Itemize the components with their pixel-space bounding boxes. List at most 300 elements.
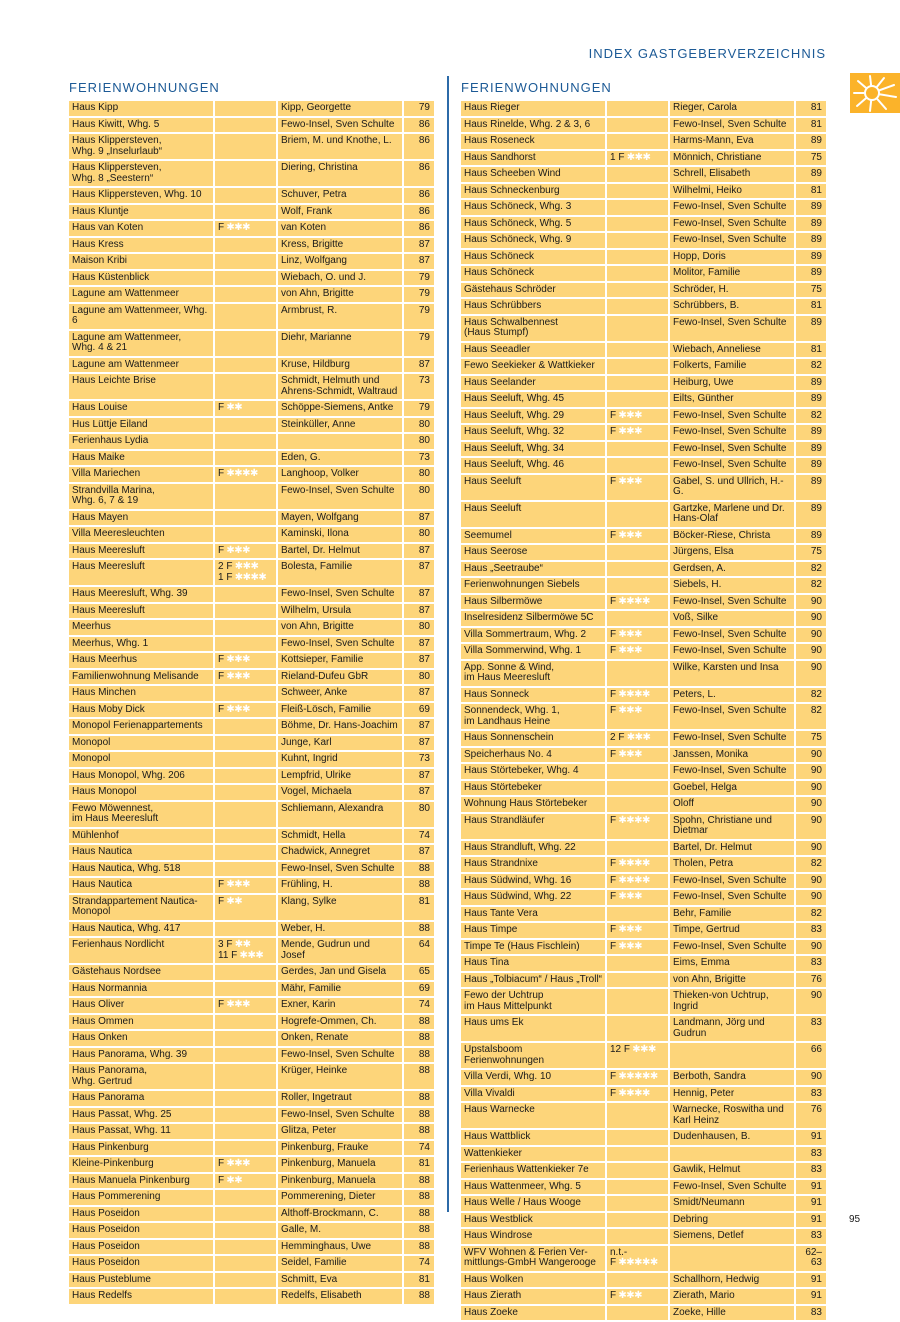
classification-cell (607, 797, 668, 812)
table-row (461, 283, 826, 298)
classification-cell (215, 1091, 276, 1106)
classification-cell (607, 1163, 668, 1178)
listing-table (461, 101, 826, 1322)
page-ref: 83 (796, 1229, 826, 1244)
owner-name: Gerdsen, A. (670, 562, 794, 577)
page-ref: 82 (796, 562, 826, 577)
classification-cell (607, 502, 668, 527)
page-ref: 76 (796, 1103, 826, 1128)
page-ref: 91 (796, 1130, 826, 1145)
page-ref: 87 (404, 254, 434, 269)
property-name: Haus Roseneck (461, 134, 605, 149)
table-row (69, 358, 434, 373)
owner-name: Fewo-Insel, Sven Schulte (278, 1048, 402, 1063)
table-row (69, 785, 434, 800)
classification-cell (607, 1213, 668, 1228)
star-rating-icon: ✱✱✱ (224, 1158, 251, 1169)
rating-line (218, 896, 242, 907)
rating-text: F (218, 1174, 225, 1186)
property-name: Villa Sommertraum, Whg. 2 (461, 628, 605, 643)
classification-cell (215, 1190, 276, 1205)
table-row (461, 578, 826, 593)
table-row (461, 167, 826, 182)
rating-text: F (610, 814, 617, 826)
table-row (461, 1070, 826, 1085)
classification-cell (607, 1180, 668, 1195)
classification-cell (607, 661, 668, 686)
owner-name: Landmann, Jörg und Gudrun (670, 1016, 794, 1041)
property-name: Haus Schöneck, Whg. 9 (461, 233, 605, 248)
page-ref: 87 (404, 785, 434, 800)
property-name: Haus Windrose (461, 1229, 605, 1244)
page-ref: 75 (796, 545, 826, 560)
classification-cell (607, 1087, 668, 1102)
property-name: Seemumel (461, 529, 605, 544)
page-ref: 83 (796, 1147, 826, 1162)
table-row (69, 686, 434, 701)
property-name: Haus „Tolbiacum“ / Haus „Troll“ (461, 973, 605, 988)
table-row (461, 989, 826, 1014)
property-name: Haus Moby Dick (69, 703, 213, 718)
property-name: Haus Meeresluft, Whg. 39 (69, 587, 213, 602)
table-row (69, 484, 434, 509)
star-rating-icon: ✱✱ (224, 402, 243, 413)
property-name: Haus Maike (69, 451, 213, 466)
owner-name: Thieken-von Uchtrup, Ingrid (670, 989, 794, 1014)
property-name: Haus Kluntje (69, 205, 213, 220)
classification-cell (215, 401, 276, 416)
star-rating-icon: ✱✱✱✱ (224, 468, 258, 479)
owner-name: Harms-Mann, Eva (670, 134, 794, 149)
table-row (69, 1273, 434, 1288)
page-ref: 75 (796, 283, 826, 298)
property-name: Haus Wattenmeer, Whg. 5 (461, 1180, 605, 1195)
owner-name: Lempfrid, Ulrike (278, 769, 402, 784)
owner-name: Dudenhausen, B. (670, 1130, 794, 1145)
classification-cell (607, 1070, 668, 1085)
page-ref: 90 (796, 644, 826, 659)
property-name: Haus Westblick (461, 1213, 605, 1228)
table-row (69, 1108, 434, 1123)
table-row (69, 895, 434, 920)
owner-name: Fewo-Insel, Sven Schulte (670, 118, 794, 133)
page-ref: 80 (404, 802, 434, 827)
classification-cell (215, 1031, 276, 1046)
star-rating-icon: ✱✱✱ (616, 1290, 643, 1301)
classification-cell (215, 254, 276, 269)
star-rating-icon: ✱✱✱ (616, 409, 643, 421)
classification-cell (215, 271, 276, 286)
page-ref: 66 (796, 1043, 826, 1068)
table-row (461, 874, 826, 889)
classification-cell (215, 1124, 276, 1139)
rating-text: F (610, 628, 617, 640)
classification-cell (607, 973, 668, 988)
classification-cell (215, 829, 276, 844)
page-ref: 90 (796, 814, 826, 839)
rating-line (610, 1290, 642, 1301)
table-row (69, 845, 434, 860)
owner-name: Mayen, Wolfgang (278, 511, 402, 526)
page-ref: 88 (404, 1048, 434, 1063)
classification-cell (215, 938, 276, 963)
table-row (461, 562, 826, 577)
star-rating-icon: ✱✱✱✱ (616, 874, 650, 886)
classification-cell (607, 841, 668, 856)
rating-text: F (610, 475, 617, 487)
page-ref: 80 (404, 670, 434, 685)
table-row (69, 1223, 434, 1238)
star-rating-icon: ✱✱✱ (232, 561, 259, 572)
classification-cell (215, 1157, 276, 1172)
owner-name: Fewo-Insel, Sven Schulte (278, 1108, 402, 1123)
classification-cell (215, 1048, 276, 1063)
rating-line (218, 704, 250, 715)
owner-name: Zoeke, Hille (670, 1306, 794, 1321)
classification-cell (607, 562, 668, 577)
owner-name: Krüger, Heinke (278, 1064, 402, 1089)
rating-line (610, 1088, 650, 1099)
property-name: Haus Poseidon (69, 1207, 213, 1222)
property-name: Lagune am Wattenmeer, Whg. 6 (69, 304, 213, 329)
owner-name: Hopp, Doris (670, 250, 794, 265)
classification-cell (607, 1273, 668, 1288)
owner-name: Wilhelmi, Heiko (670, 184, 794, 199)
owner-name: Schuver, Petra (278, 188, 402, 203)
classification-cell (607, 134, 668, 149)
table-row (69, 938, 434, 963)
table-row (461, 1147, 826, 1162)
table-row (69, 1124, 434, 1139)
star-rating-icon: ✱✱✱✱ (616, 858, 650, 869)
star-rating-icon: ✱✱✱ (616, 628, 643, 640)
property-name: Mühlenhof (69, 829, 213, 844)
classification-cell (607, 299, 668, 314)
table-row (69, 1141, 434, 1156)
page-ref: 86 (404, 118, 434, 133)
owner-name: Eims, Emma (670, 956, 794, 971)
rating-text: 12 F (610, 1044, 631, 1055)
classification-cell (215, 484, 276, 509)
page-ref: 87 (404, 845, 434, 860)
page-ref: 88 (404, 1064, 434, 1089)
table-row (461, 1306, 826, 1321)
classification-cell (607, 1147, 668, 1162)
property-name: Haus Meeresluft (69, 560, 213, 585)
owner-name (670, 1147, 794, 1162)
page-ref: 83 (796, 1163, 826, 1178)
rating-text: F (218, 1158, 225, 1169)
classification-cell (607, 923, 668, 938)
property-name: Monopol Ferienappartements (69, 719, 213, 734)
classification-cell (215, 418, 276, 433)
owner-name: Böcker-Riese, Christa (670, 529, 794, 544)
classification-cell (215, 1174, 276, 1189)
table-row (461, 1163, 826, 1178)
classification-cell (607, 475, 668, 500)
page-ref: 83 (796, 1087, 826, 1102)
classification-cell (607, 1103, 668, 1128)
table-row (69, 829, 434, 844)
owner-name: Eden, G. (278, 451, 402, 466)
property-name: Haus Meerhus (69, 653, 213, 668)
page-ref: 74 (404, 1141, 434, 1156)
property-name: Villa Meeresleuchten (69, 527, 213, 542)
page-ref: 83 (796, 956, 826, 971)
page-ref: 90 (796, 841, 826, 856)
page-ref: 81 (796, 118, 826, 133)
table-row (69, 331, 434, 356)
star-rating-icon: ✱✱ (224, 1174, 243, 1186)
table-row (461, 101, 826, 116)
star-rating-icon: ✱✱✱ (224, 654, 251, 665)
property-name: Haus Welle / Haus Wooge (461, 1196, 605, 1211)
owner-name: Siemens, Detlef (670, 1229, 794, 1244)
table-row (69, 982, 434, 997)
table-row (69, 965, 434, 980)
rating-line (610, 689, 650, 700)
table-row (461, 748, 826, 763)
table-row (69, 1064, 434, 1089)
table-row (69, 862, 434, 877)
table-row (461, 1273, 826, 1288)
owner-name: Fewo-Insel, Sven Schulte (670, 731, 794, 746)
owner-name: von Ahn, Brigitte (278, 620, 402, 635)
rating-text: 1 F (610, 151, 625, 163)
property-name: Haus Seeluft, Whg. 34 (461, 442, 605, 457)
owner-name: Kottsieper, Familie (278, 653, 402, 668)
property-name: Haus Seeluft, Whg. 45 (461, 392, 605, 407)
right-column (461, 80, 826, 1322)
page-ref: 89 (796, 502, 826, 527)
star-rating-icon: ✱✱✱ (237, 949, 264, 961)
owner-name: Steinküller, Anne (278, 418, 402, 433)
table-row (461, 890, 826, 905)
classification-cell (607, 283, 668, 298)
property-name: Haus Klippersteven, Whg. 8 „Seestern“ (69, 161, 213, 186)
owner-name: Fewo-Insel, Sven Schulte (278, 484, 402, 509)
owner-name: Fewo-Insel, Sven Schulte (670, 704, 794, 729)
classification-cell (607, 1306, 668, 1321)
rating-text: F (610, 1257, 617, 1268)
star-rating-icon: ✱✱✱✱ (616, 814, 650, 826)
owner-name: Fewo-Insel, Sven Schulte (670, 644, 794, 659)
table-row (461, 529, 826, 544)
page-ref: 89 (796, 266, 826, 281)
page-ref: 89 (796, 392, 826, 407)
table-row (461, 1087, 826, 1102)
table-row (69, 434, 434, 449)
table-row (69, 1207, 434, 1222)
rating-text: F (218, 544, 225, 556)
page-ref: 80 (404, 467, 434, 482)
star-rating-icon: ✱✱✱ (224, 703, 251, 715)
owner-name: Fewo-Insel, Sven Schulte (670, 940, 794, 955)
owner-name: Mende, Gudrun und Josef (278, 938, 402, 963)
table-row (461, 376, 826, 391)
page-ref: 87 (404, 769, 434, 784)
property-name: Haus Rinelde, Whg. 2 & 3, 6 (461, 118, 605, 133)
classification-cell (607, 628, 668, 643)
table-row (69, 1091, 434, 1106)
property-name: Haus Südwind, Whg. 16 (461, 874, 605, 889)
page-ref: 90 (796, 661, 826, 686)
owner-name (278, 434, 402, 449)
page-ref: 89 (796, 425, 826, 440)
property-name: Haus Nautica, Whg. 518 (69, 862, 213, 877)
page-ref: 88 (404, 1207, 434, 1222)
page-ref: 83 (796, 1016, 826, 1041)
owner-name: Folkerts, Familie (670, 359, 794, 374)
property-name: Fewo Seekieker & Wattkieker (461, 359, 605, 374)
page-ref: 87 (404, 653, 434, 668)
property-name: Haus Schöneck, Whg. 3 (461, 200, 605, 215)
classification-cell (215, 358, 276, 373)
table-row (69, 670, 434, 685)
page-ref: 88 (404, 1240, 434, 1255)
table-row (461, 475, 826, 500)
rating-text: 3 F (218, 939, 233, 950)
rating-text: F (218, 654, 225, 665)
owner-name: Wolf, Frank (278, 205, 402, 220)
classification-cell (215, 998, 276, 1013)
property-name: Upstalsboom Ferienwohnungen (461, 1043, 605, 1068)
page-ref: 81 (404, 1273, 434, 1288)
classification-cell (215, 637, 276, 652)
classification-cell (215, 1289, 276, 1304)
property-name: Haus Seeluft, Whg. 29 (461, 409, 605, 424)
classification-cell (215, 604, 276, 619)
property-name: Familienwohnung Melisande (69, 670, 213, 685)
table-row (69, 238, 434, 253)
owner-name: Schrell, Elisabeth (670, 167, 794, 182)
table-row (461, 1229, 826, 1244)
classification-cell (215, 1141, 276, 1156)
owner-name: Wilke, Karsten und Insa (670, 661, 794, 686)
classification-cell (215, 878, 276, 893)
page-ref: 64 (404, 938, 434, 963)
page-ref: 88 (404, 878, 434, 893)
classification-cell (607, 748, 668, 763)
classification-cell (215, 1223, 276, 1238)
owner-name: Pinkenburg, Manuela (278, 1174, 402, 1189)
classification-cell (607, 250, 668, 265)
classification-cell (215, 118, 276, 133)
page-ref: 90 (796, 989, 826, 1014)
owner-name: Debring (670, 1213, 794, 1228)
page-ref: 90 (796, 595, 826, 610)
rating-line (610, 941, 642, 952)
property-name: Haus Monopol (69, 785, 213, 800)
column-divider (447, 76, 449, 1212)
owner-name: Chadwick, Annegret (278, 845, 402, 860)
owner-name: Peters, L. (670, 688, 794, 703)
page-ref: 88 (404, 1091, 434, 1106)
page-number: 95 (849, 1214, 861, 1225)
page-ref: 81 (796, 101, 826, 116)
property-name: Haus ums Ek (461, 1016, 605, 1041)
star-rating-icon: ✱✱✱ (224, 222, 251, 233)
rating-text: F (610, 924, 617, 935)
property-name: Haus Sonneck (461, 688, 605, 703)
page-ref: 89 (796, 475, 826, 500)
table-row (69, 527, 434, 542)
property-name: Villa Mariechen (69, 467, 213, 482)
property-name: Haus Schöneck (461, 250, 605, 265)
rating-text: n.t.- (610, 1246, 628, 1258)
rating-line (610, 1071, 658, 1082)
property-name: Gästehaus Nordsee (69, 965, 213, 980)
property-name: Ferienhaus Nordlicht (69, 938, 213, 963)
property-name: Haus Küstenblick (69, 271, 213, 286)
classification-cell (607, 940, 668, 955)
table-row (461, 1180, 826, 1195)
table-row (69, 1174, 434, 1189)
classification-cell (215, 101, 276, 116)
rating-line (218, 879, 250, 890)
classification-cell (607, 233, 668, 248)
property-name: Haus Schrübbers (461, 299, 605, 314)
page-ref: 79 (404, 287, 434, 302)
classification-cell (215, 1207, 276, 1222)
property-name: Haus Nautica (69, 878, 213, 893)
table-row (461, 956, 826, 971)
classification-cell (215, 736, 276, 751)
table-row (461, 151, 826, 166)
owner-name: Zierath, Mario (670, 1289, 794, 1304)
classification-cell (215, 1015, 276, 1030)
page-ref: 86 (404, 188, 434, 203)
property-name: Monopol (69, 736, 213, 751)
classification-cell (607, 907, 668, 922)
classification-cell (215, 620, 276, 635)
classification-cell (607, 1289, 668, 1304)
rating-line (218, 222, 250, 233)
classification-cell (215, 374, 276, 399)
table-row (461, 409, 826, 424)
owner-name: Tholen, Petra (670, 857, 794, 872)
rating-text: F (218, 222, 225, 233)
table-row (69, 374, 434, 399)
owner-name: von Ahn, Brigitte (278, 287, 402, 302)
property-name: Haus Meeresluft (69, 604, 213, 619)
table-row (69, 604, 434, 619)
star-rating-icon: ✱✱✱ (630, 1044, 656, 1055)
owner-name: Fewo-Insel, Sven Schulte (670, 628, 794, 643)
property-name: Haus Wolken (461, 1273, 605, 1288)
classification-cell (607, 704, 668, 729)
rating-text: 2 F (610, 732, 625, 743)
property-name: Haus Poseidon (69, 1240, 213, 1255)
owner-name: van Koten (278, 221, 402, 236)
table-row (69, 560, 434, 585)
rating-line (610, 891, 642, 902)
table-row (69, 161, 434, 186)
property-name: Haus Timpe (461, 923, 605, 938)
owner-name: Kruse, Hildburg (278, 358, 402, 373)
star-rating-icon: ✱✱✱✱✱ (616, 1071, 658, 1082)
table-row (461, 458, 826, 473)
classification-cell (607, 1229, 668, 1244)
page-ref: 90 (796, 748, 826, 763)
table-row (69, 254, 434, 269)
page-ref: 89 (796, 200, 826, 215)
rating-text: F (610, 940, 617, 952)
property-name: Haus van Koten (69, 221, 213, 236)
table-row (461, 266, 826, 281)
owner-name: Smidt/Neumann (670, 1196, 794, 1211)
page-ref: 88 (404, 1015, 434, 1030)
